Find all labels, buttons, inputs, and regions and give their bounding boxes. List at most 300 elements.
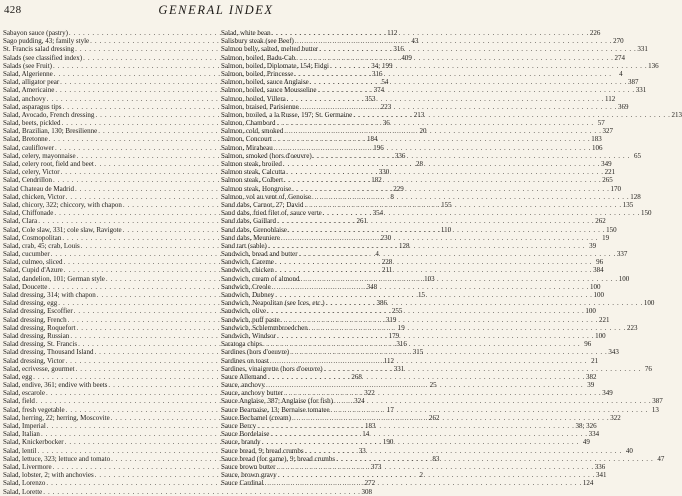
- dot-leader: [265, 479, 582, 487]
- dot-leader: [278, 471, 595, 479]
- dot-leader: [295, 37, 612, 45]
- index-page-ref: 272: [364, 479, 376, 488]
- index-page-ref: 2: [419, 471, 423, 480]
- index-page-ref: 382: [585, 372, 597, 381]
- index-page-ref: 319: [385, 315, 397, 324]
- index-term: Salad, escarole: [3, 389, 45, 398]
- index-term: Salmon, braised, Parisienne: [221, 102, 299, 111]
- index-page-ref: 39: [587, 381, 595, 390]
- index-page-ref: 179: [388, 331, 400, 340]
- index-term: Salad, Lorette: [3, 487, 43, 496]
- dot-leader: [317, 86, 634, 94]
- dot-leader: [281, 316, 598, 324]
- dot-leader: [275, 291, 592, 299]
- index-entry: [221, 307, 596, 316]
- index-page-ref: 100: [585, 307, 596, 316]
- index-entry: [221, 430, 600, 439]
- index-term: Sardines, vinaigrette (hors d'oeuvre): [221, 364, 323, 373]
- index-page-ref: 100: [595, 331, 606, 340]
- index-term: Saratoga chips: [221, 340, 263, 349]
- index-entry: [221, 168, 616, 177]
- index-page-ref: 19: [602, 233, 610, 242]
- index-term: Salad, egg: [3, 372, 33, 381]
- index-term: Salad, alligator pear: [3, 78, 60, 87]
- index-term: Salad dressing, Escoffier: [3, 307, 73, 316]
- index-term: Sandwich, olive: [221, 307, 267, 316]
- index-term: Salmon steak, broiled: [221, 160, 282, 168]
- index-term: Salad, Livermore: [3, 462, 52, 471]
- index-entry: [3, 487, 373, 496]
- index-term: Salad, Imperial: [3, 422, 46, 430]
- index-page-ref: 190: [382, 438, 394, 447]
- index-page-ref: 38; 326: [575, 422, 597, 430]
- index-page-ref: 43: [411, 37, 419, 46]
- index-page-ref: 14: [362, 430, 370, 439]
- dot-leader: [274, 144, 591, 152]
- index-entry: [221, 422, 597, 430]
- index-term: Sardines on toast: [221, 356, 269, 365]
- index-page-ref: 135: [622, 200, 634, 209]
- index-term: Sabayon sauce (pastry): [3, 29, 68, 37]
- dot-leader: [286, 168, 603, 176]
- index-page-ref: 386: [376, 299, 387, 308]
- index-term: Salad, dandelion, 101; German style: [3, 274, 105, 283]
- index-page-ref: 83: [432, 454, 440, 463]
- index-page-ref: 348: [366, 282, 378, 291]
- index-entry: [221, 241, 597, 250]
- dot-leader: [272, 29, 589, 37]
- dot-leader: [272, 283, 589, 291]
- index-entry: [221, 119, 605, 128]
- index-term: Salmon, Chambord: [221, 119, 276, 128]
- index-page-ref: 39: [589, 241, 597, 250]
- dot-leader: [267, 307, 584, 315]
- index-page-ref: 229: [393, 184, 404, 193]
- index-page-ref: 36: [382, 119, 390, 128]
- dot-leader: [336, 455, 653, 463]
- index-term: Sauce, brandy: [221, 438, 261, 447]
- index-page-ref: 384: [593, 266, 604, 275]
- index-term: Salad dressing, French: [3, 315, 67, 324]
- dot-leader: [277, 332, 594, 340]
- index-page-ref: 112: [383, 356, 394, 365]
- index-page-ref: 230: [380, 233, 392, 242]
- index-page-ref: 316: [393, 45, 404, 54]
- dot-leader: [326, 299, 643, 307]
- index-entry: [221, 176, 613, 185]
- index-term: Salad, endive, 361; endive with beets: [3, 381, 108, 390]
- index-term: Sand tart (sable): [221, 241, 267, 250]
- index-page-ref: 184: [366, 135, 378, 144]
- index-term: Sand dabs, Meuniere: [221, 233, 280, 242]
- index-term: Sauce Bechamel (cream): [221, 413, 291, 422]
- index-term: Salad, Bretonne: [3, 135, 48, 144]
- index-term: Salad dressing, Roquefort: [3, 323, 76, 332]
- index-page-ref: 373: [370, 462, 382, 471]
- dot-leader: [323, 209, 640, 217]
- index-entry: [221, 348, 619, 357]
- index-term: Sauce Cardinal: [221, 479, 264, 488]
- index-term: Salad, beets, pickled: [3, 119, 61, 128]
- index-page-ref: 96: [584, 340, 592, 349]
- index-entry: [221, 192, 641, 201]
- index-entry: [221, 291, 605, 299]
- index-page-ref: 327: [602, 127, 613, 136]
- index-term: Sandwich, bread and butter: [221, 250, 298, 259]
- index-page-ref: 196: [373, 143, 384, 152]
- index-term: Sandwich, Neapolitan (see Ices, etc.): [221, 299, 325, 308]
- index-term: Salad, Americaine: [3, 86, 55, 95]
- index-term: Sandwich, Windsor: [221, 331, 276, 340]
- index-page-ref: 221: [599, 315, 610, 324]
- index-page-ref: 100: [593, 291, 605, 299]
- dot-leader: [301, 275, 618, 283]
- index-term: Salad, Doucette: [3, 282, 48, 291]
- index-term: Sauce Bercy: [221, 422, 257, 430]
- index-entry: [221, 438, 590, 447]
- index-entry: [221, 217, 606, 226]
- index-page-ref: 47: [657, 454, 665, 463]
- index-page-ref: 112: [605, 94, 616, 103]
- index-term: Salmon steak, Colbert: [221, 176, 284, 185]
- dot-leader: [334, 397, 651, 405]
- dot-leader: [276, 463, 593, 471]
- index-page-ref: 387: [652, 397, 663, 406]
- dot-leader: [268, 373, 585, 381]
- index-page-ref: 330: [378, 168, 390, 177]
- index-page-ref: 25: [429, 381, 437, 390]
- index-term: Salad, lobster, 2; with anchovies: [3, 471, 94, 480]
- dot-leader: [310, 78, 627, 86]
- index-term: Salad, chicken, Victor: [3, 192, 65, 201]
- dot-leader: [292, 414, 609, 422]
- index-page-ref: 211: [382, 266, 393, 275]
- dot-leader: [313, 152, 630, 160]
- index-entry: [221, 356, 599, 365]
- index-entry: [221, 389, 613, 398]
- index-term: Salmon, cold, smoked: [221, 127, 284, 136]
- dot-leader: [353, 111, 670, 119]
- index-term: Salad, fresh vegetable: [3, 405, 65, 414]
- index-page-ref: 13: [651, 405, 659, 414]
- index-page-ref: 28: [416, 160, 424, 168]
- index-page-ref: 155: [441, 200, 452, 209]
- index-term: Salmon, vol au vent of, Genoise: [221, 192, 312, 201]
- index-term: Salad dressing, Victor: [3, 356, 65, 365]
- index-page-ref: 150: [606, 225, 617, 234]
- index-page-ref: 103: [424, 274, 435, 283]
- index-term: Salad, Algerienne: [3, 69, 53, 78]
- index-entry: [221, 446, 633, 455]
- index-page-ref: 316: [396, 340, 407, 349]
- index-page-ref: 265: [602, 176, 613, 185]
- index-entry: [221, 479, 594, 488]
- index-term: Salad, Avocado, French dressing: [3, 110, 95, 119]
- index-page-ref: 100: [643, 299, 655, 308]
- index-term: Salad, white bean: [221, 29, 271, 37]
- index-term: Salad, anchovy: [3, 94, 46, 103]
- index-term: Salmon, Concourt: [221, 135, 272, 144]
- index-page-ref: 324: [354, 397, 365, 406]
- dot-leader: [304, 201, 621, 209]
- index-page-ref: 182: [371, 176, 382, 185]
- dot-leader: [277, 217, 594, 225]
- dot-leader: [296, 54, 613, 62]
- index-term: Salad, field: [3, 397, 35, 406]
- index-term: Salad, Lorenzo: [3, 479, 46, 488]
- index-page-ref: 8: [390, 192, 394, 201]
- index-page-ref: 49: [582, 438, 590, 447]
- index-page-ref: 57: [597, 119, 605, 128]
- index-entry: [221, 110, 682, 119]
- index-page-ref: 255: [391, 307, 403, 316]
- index-page-ref: 110: [440, 225, 452, 234]
- dot-leader: [312, 193, 629, 201]
- index-entry: [221, 331, 606, 340]
- index-entry: [221, 53, 626, 62]
- index-page-ref: 170: [610, 184, 621, 193]
- index-entry: [221, 143, 603, 152]
- index-page-ref: 226: [589, 29, 601, 37]
- index-term: Sand dabs, Carnot, 27; David: [221, 200, 304, 209]
- index-page-ref: 20: [419, 127, 427, 136]
- index-page-ref: 106: [591, 143, 603, 152]
- index-term: Sauce bread (for game), 9; bread crumbs: [221, 454, 336, 463]
- index-term: Salad, asparagus tips: [3, 102, 62, 111]
- index-term: Sauce Anglaise, 387; Anglaise (for fish): [221, 397, 333, 406]
- index-entry: [221, 372, 597, 381]
- index-page-ref: 308: [361, 487, 373, 496]
- index-entry: [221, 258, 604, 267]
- index-term: Salmon, boiled, sauce Mousseline: [221, 86, 317, 95]
- index-term: Sauce Allemand: [221, 372, 267, 381]
- index-term: Sauce, brown gravy: [221, 471, 277, 480]
- index-page-ref: 4: [375, 250, 379, 259]
- running-title: GENERAL INDEX: [158, 3, 274, 17]
- index-entry: [221, 462, 606, 471]
- index-page-ref: 343: [608, 348, 619, 357]
- dot-leader: [284, 127, 601, 135]
- index-term: Sandwich, Dubney: [221, 291, 275, 299]
- index-term: Sand dabs, Grenoblaise: [221, 225, 287, 234]
- dot-leader: [330, 62, 647, 70]
- index-page-ref: 223: [380, 102, 392, 111]
- dot-leader: [257, 422, 574, 430]
- index-page-ref: 331: [637, 45, 648, 54]
- index-term: Salmon, boiled, Princesse: [221, 69, 294, 78]
- index-entry: [221, 340, 592, 349]
- index-page-ref: 268: [351, 372, 362, 381]
- dot-leader: [331, 406, 648, 414]
- index-entry: [221, 45, 648, 54]
- index-page-ref: 34; 199: [371, 61, 393, 70]
- index-term: Salad, cucumber: [3, 250, 50, 259]
- index-term: Sandwich, puff paste: [221, 315, 280, 324]
- index-entry: [221, 323, 638, 332]
- index-entry: [221, 184, 621, 193]
- dot-leader: [287, 95, 604, 103]
- index-entry: [221, 282, 601, 291]
- index-page-ref: 349: [601, 160, 612, 168]
- index-page-ref: 65: [633, 151, 641, 160]
- index-term: Salads (see Fruit): [3, 61, 52, 70]
- index-term: Salmon, boiled, Diplomate, 154; Fidgi: [221, 61, 329, 70]
- index-term: Salad Chateau de Madrid: [3, 184, 74, 193]
- index-term: Salad, Chiffonade: [3, 209, 54, 218]
- dot-leader: [284, 176, 601, 184]
- index-page-ref: 270: [613, 37, 624, 46]
- dot-leader: [275, 258, 592, 266]
- index-page-ref: 54: [381, 78, 389, 87]
- index-page-ref: 21: [591, 356, 599, 365]
- dot-leader: [284, 389, 601, 397]
- index-entry: [221, 250, 628, 259]
- index-page-ref: 336: [394, 151, 406, 160]
- dot-leader: [283, 160, 600, 168]
- index-term: Salad, culmeo, sliced: [3, 258, 63, 267]
- index-page-ref: 334: [588, 430, 600, 439]
- index-page-ref: 409: [401, 53, 412, 62]
- index-entry: [221, 405, 659, 414]
- index-term: Sauce brown butter: [221, 462, 276, 471]
- dot-leader: [281, 234, 598, 242]
- index-term: Salad, Knickerbocker: [3, 438, 64, 447]
- index-entry: [221, 299, 655, 308]
- index-entry: [221, 397, 663, 406]
- index-page-ref: 341: [596, 471, 607, 480]
- index-entry: [221, 61, 659, 70]
- index-page-ref: 315: [412, 348, 424, 357]
- index-page-ref: 183: [591, 135, 602, 144]
- index-page-ref: 353: [365, 94, 376, 103]
- dot-leader: [290, 348, 607, 356]
- index-page-ref: 374: [373, 86, 385, 95]
- index-page-ref: 150: [640, 209, 652, 218]
- index-term: Sauce, anchovy: [221, 381, 265, 390]
- index-term: Sauce Bearnaise, 13; Bernaise tomatee: [221, 405, 330, 414]
- index-entry: [221, 78, 639, 87]
- index-entry: [221, 233, 610, 242]
- index-term: Salad, celery, Victor: [3, 168, 60, 177]
- dot-leader: [273, 135, 590, 143]
- index-term: Salad, Cendrillon: [3, 176, 52, 185]
- index-term: Salmon, broiled, a la Russe, 197; St. Germaine: [221, 110, 353, 119]
- index-page-ref: 261: [356, 217, 367, 226]
- index-term: Salad, crab, 45; crab, Louis: [3, 241, 80, 250]
- index-page-ref: 17: [386, 405, 394, 414]
- index-term: Salad, Clara: [3, 217, 38, 226]
- index-entry: [221, 94, 616, 103]
- index-term: Sandwich, cream of almond: [221, 274, 300, 283]
- index-page-ref: 322: [364, 389, 375, 398]
- index-page-ref: 331: [635, 86, 647, 95]
- index-page-ref: 213: [413, 110, 425, 119]
- index-page-ref: 128: [630, 192, 641, 201]
- index-term: Sauce, anchovy butter: [221, 389, 284, 398]
- index-term: Salad, Italian: [3, 430, 40, 439]
- index-term: Salad dressing, egg: [3, 299, 58, 308]
- index-term: Salad dressing, 314; with chapon: [3, 291, 96, 299]
- dot-leader: [299, 250, 616, 258]
- index-page-ref: 322: [610, 413, 621, 422]
- index-term: Salad, Cupid d'Azure: [3, 266, 63, 275]
- index-page-ref: 228: [381, 258, 393, 267]
- dot-leader: [268, 242, 585, 250]
- index-term: Sandwich, Careme: [221, 258, 274, 267]
- index-page-ref: 221: [604, 168, 616, 177]
- dot-leader: [262, 438, 579, 446]
- index-entry: [221, 102, 629, 111]
- dot-leader: [292, 185, 609, 193]
- index-entry: [221, 364, 652, 373]
- index-page-ref: 33: [358, 446, 366, 455]
- index-page-ref: 262: [428, 413, 440, 422]
- index-term: Sardines (hors d'oeuvre): [221, 348, 290, 357]
- index-term: Sauce Bordelaise: [221, 430, 270, 439]
- index-term: Salmon, boiled, Villera: [221, 94, 286, 103]
- index-term: Salad, Cosmopolitan: [3, 233, 62, 242]
- dot-leader: [324, 365, 641, 373]
- index-page-ref: 112: [387, 29, 398, 37]
- index-term: Salad, lettuce, 323; lettuce and tomato: [3, 454, 111, 463]
- index-term: Salad, Brazilian, 130; Bresilienne: [3, 127, 98, 136]
- index-entry: [221, 471, 607, 480]
- index-page-ref: 100: [618, 274, 630, 283]
- index-term: Salisbury steak (see Beef): [221, 37, 294, 46]
- index-page-ref: 387: [627, 78, 639, 87]
- index-page-ref: 76: [644, 364, 652, 373]
- dot-leader: [275, 266, 592, 274]
- index-entry: [221, 37, 624, 46]
- index-page-ref: 96: [596, 258, 604, 267]
- dot-leader: [319, 45, 636, 53]
- index-term: St. Francis salad dressing: [3, 45, 75, 54]
- index-page-ref: 128: [399, 241, 410, 250]
- index-term: Sandwich, chicken: [221, 266, 274, 275]
- index-term: Salmon belly, salted, melted butter: [221, 45, 319, 54]
- dot-leader: [288, 226, 605, 234]
- index-term: Sand dabs, fried filet of, sauce verte: [221, 209, 322, 218]
- index-term: Salad, ecrivesse, gourmet: [3, 364, 75, 373]
- index-term: Salad, celery root, field and beet: [3, 160, 94, 168]
- index-page-ref: 40: [625, 446, 633, 455]
- dot-leader: [309, 324, 626, 332]
- index-entry: [221, 29, 601, 37]
- index-term: Salmon, boiled, sauce Anglaise: [221, 78, 309, 87]
- dot-leader: [276, 119, 593, 127]
- index-term: Salad dressing, St. Francis: [3, 340, 78, 349]
- index-page-ref: 124: [582, 479, 594, 488]
- index-entry: [221, 315, 610, 324]
- index-term: Salad, cauliflower: [3, 143, 54, 152]
- index-page-ref: 19: [397, 323, 405, 332]
- index-term: Salmon steak, Calcutta: [221, 168, 286, 177]
- index-term: Sand dabs, Gaillard: [221, 217, 277, 226]
- index-page-ref: 4: [619, 69, 623, 78]
- index-term: Salmon steak, Hongroise: [221, 184, 292, 193]
- index-page-ref: 337: [616, 250, 628, 259]
- dot-leader: [305, 447, 622, 455]
- dot-leader: [294, 70, 611, 78]
- index-term: Salads (see classified index): [3, 53, 83, 62]
- index-term: Salad dressing, Thousand Island: [3, 348, 94, 357]
- index-page-ref: 262: [595, 217, 606, 226]
- index-term: Salad, celery, mayonnaise: [3, 151, 76, 160]
- index-page-ref: 316: [372, 69, 383, 78]
- index-entry: [221, 266, 604, 275]
- index-term: Sauce bread, 9; bread crumbs: [221, 446, 304, 455]
- index-term: Salad, lentil: [3, 446, 37, 455]
